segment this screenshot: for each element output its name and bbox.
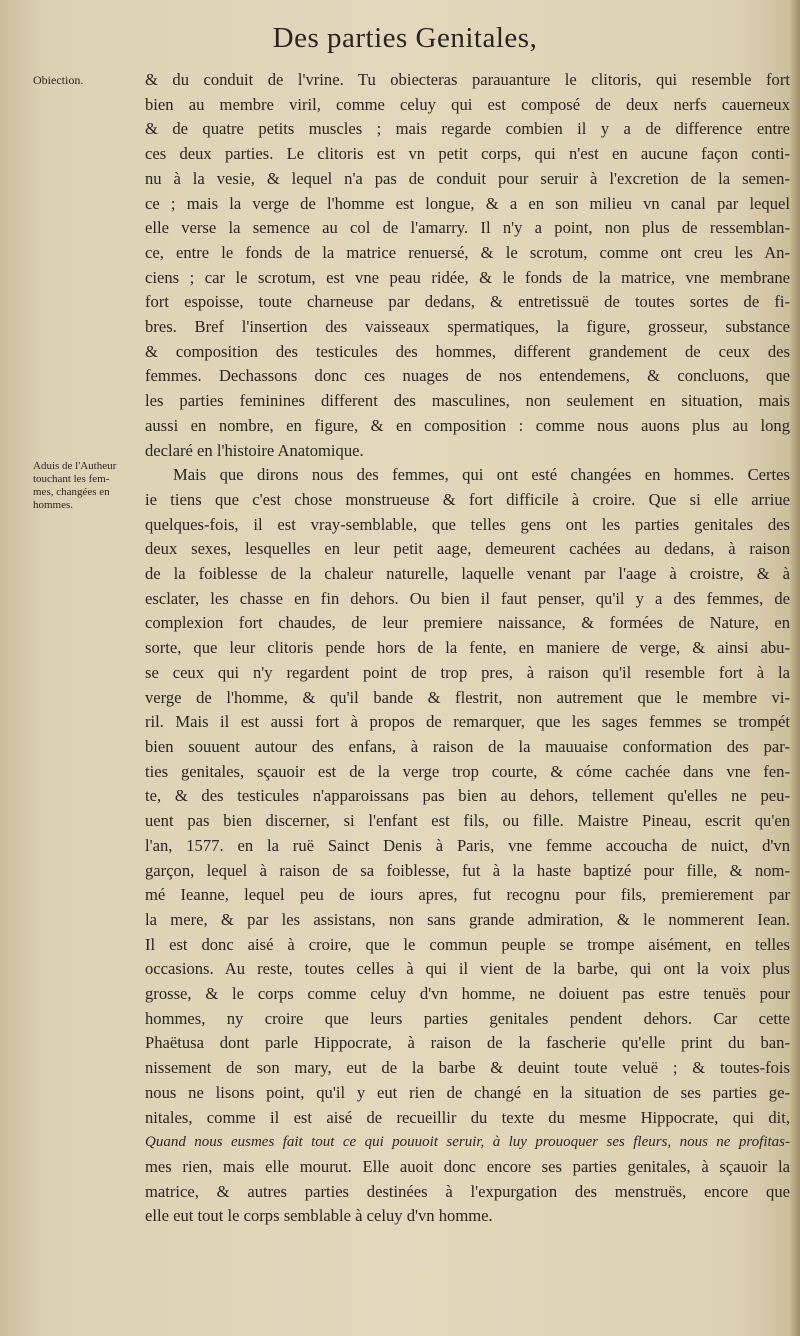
text-line: nu à la vesie, & lequel n'a pas de conduit pour seruir à l'excretion de la semen- bbox=[145, 168, 790, 188]
text-line: Il est donc aisé à croire, que le commun peuple se trompe aisément, en telles bbox=[145, 934, 790, 954]
text-line: l'an, 1577. en la ruë Sainct Denis à Paris, vne femme accoucha de nuict, d'vn bbox=[145, 835, 790, 855]
text-line: Quand nous eusmes fait tout ce qui pouuoit seruir, à luy prouoquer ses fleurs, nous ne profitas- bbox=[145, 1134, 790, 1151]
text-line: mé Ieanne, lequel peu de iours apres, fut recognu pour fils, premierement par bbox=[145, 885, 790, 905]
text-line: nissement de son mary, eut de la barbe & deuint toute veluë ; & toutes-fois bbox=[145, 1058, 790, 1078]
text-line: Mais que dirons nous des femmes, qui ont esté changées en hommes. Certes bbox=[173, 465, 790, 485]
text-line: mes rien, mais elle mourut. Elle auoit donc encore ses parties genitales, à sçauoir la bbox=[145, 1156, 790, 1176]
text-line: bres. Bref l'insertion des vaisseaux spermatiques, la figure, grosseur, substance bbox=[145, 317, 790, 337]
text-line: ce, entre le fonds de la matrice renuersé, & le scrotum, comme ont creu les An- bbox=[145, 242, 790, 262]
text-line: deux sexes, lesquelles en leur petit aage, demeurent cachées au dedans, à raison bbox=[145, 539, 790, 559]
margin-note-line: hommes. bbox=[33, 499, 74, 511]
margin-note-line: Aduis de l'Autheur bbox=[33, 460, 117, 472]
text-line: occasions. Au reste, toutes celles à qui il vient de la barbe, qui ont la voix plus bbox=[145, 959, 790, 979]
text-line: Phaëtusa dont parle Hippocrate, à raison de la fascherie qu'elle print du ban- bbox=[145, 1033, 790, 1053]
text-line: matrice, & autres parties destinées à l'expurgation des menstruës, encore que bbox=[145, 1181, 790, 1201]
text-line: elle verse la semence au col de l'amarry. Il n'y a point, non plus de ressemblan- bbox=[145, 218, 790, 238]
paragraph-1 bbox=[145, 68, 790, 463]
margin-note-objection: Obiection. bbox=[33, 73, 84, 87]
margin-note-advice bbox=[33, 460, 139, 512]
text-line: nous ne lisons point, qu'il y eut rien de changé en la situation de ses parties ge- bbox=[145, 1082, 790, 1102]
text-line: les parties feminines different des masculines, non seulement en situation, mais bbox=[145, 391, 790, 411]
text-line: ie tiens que c'est chose monstrueuse & fort difficile à croire. Que si elle arriue bbox=[145, 489, 790, 509]
text-line: de la foiblesse de la chaleur naturelle, laquelle venant par l'aage à croistre, & à bbox=[145, 564, 790, 584]
margin-note-line: mes, changées en bbox=[33, 486, 110, 498]
text-line: quelques-fois, il est vray-semblable, que telles gens ont les parties genitales des bbox=[145, 514, 790, 534]
text-line: esclater, les chasse en fin dehors. Ou bien il faut penser, qu'il y a des femmes, de bbox=[145, 588, 790, 608]
page-edge bbox=[790, 0, 800, 1336]
text-line: te, & des testicules n'apparoissans pas bien au dehors, tellement qu'elles ne peu- bbox=[145, 786, 790, 806]
running-head: Des parties Genitales, bbox=[272, 22, 538, 54]
text-line: bien souuent autour des enfans, à raison de la mauuaise conformation des par- bbox=[145, 736, 790, 756]
text-line: garçon, lequel à raison de sa foiblesse, fut à la haste baptizé pour fille, & nom- bbox=[145, 860, 790, 880]
text-line: hommes, ny croire que leurs parties genitales pendent dehors. Car cette bbox=[145, 1008, 790, 1028]
text-line: ce ; mais la verge de l'homme est longue, & a en son milieu vn canal par lequel bbox=[145, 193, 790, 213]
text-line: & composition des testicules des hommes, different grandement de ceux des bbox=[145, 341, 790, 361]
text-line: bien au membre viril, comme celuy qui est composé de deux nerfs cauerneux bbox=[145, 94, 790, 114]
text-line: & de quatre petits muscles ; mais regarde combien il y a de difference entre bbox=[145, 119, 790, 139]
text-line: ces deux parties. Le clitoris est vn petit corps, qui n'est en aucune façon conti- bbox=[145, 144, 790, 164]
text-line: fort espoisse, toute charneuse par dedans, & entretissuë de toutes sortes de fi- bbox=[145, 292, 790, 312]
text-line: se ceux qui n'y regardent point de trop pres, à raison qu'il resemble fort à la bbox=[145, 662, 790, 682]
text-line: declaré en l'histoire Anatomique. bbox=[145, 440, 364, 460]
text-line: elle eut tout le corps semblable à celuy d'vn homme. bbox=[145, 1206, 493, 1226]
body-text bbox=[145, 68, 790, 1229]
text-line: verge de l'homme, & qu'il bande & flestrit, non autrement que le membre vi- bbox=[145, 687, 790, 707]
text-line: ties genitales, sçauoir est de la verge trop courte, & cóme cachée dans vne fen- bbox=[145, 761, 790, 781]
text-line: grosse, & le corps comme celuy d'vn homme, ne doiuent pas estre tenuës pour bbox=[145, 984, 790, 1004]
text-line: uent pas bien discerner, si l'enfant est fils, ou fille. Maistre Pineau, escrit qu'en bbox=[145, 811, 790, 831]
paragraph-2 bbox=[145, 463, 790, 1229]
text-line: la mere, & par les assistans, non sans grande admiration, & le nommerent Iean. bbox=[145, 909, 790, 929]
text-line: ciens ; car le scrotum, est vne peau ridée, & le fonds de la matrice, vne membrane bbox=[145, 267, 790, 287]
text-line: nitales, comme il est aisé de recueillir du texte du mesme Hippocrate, qui dit, bbox=[145, 1107, 790, 1127]
text-line: & du conduit de l'vrine. Tu obiecteras parauanture le clitoris, qui resemble fort bbox=[145, 70, 790, 89]
text-line: femmes. Dechassons donc ces nuages de nos entendemens, & concluons, que bbox=[145, 366, 790, 386]
text-line: sorte, que leur clitoris pende hors de la fente, en maniere de verge, & ainsi abu- bbox=[145, 638, 790, 658]
text-line: aussi en nombre, en figure, & en composition : comme nous auons plus au long bbox=[145, 415, 790, 435]
margin-note-line: touchant les fem- bbox=[33, 473, 110, 485]
text-line: complexion fort chaudes, de leur premiere naissance, & formées de Nature, en bbox=[145, 613, 790, 633]
text-line: ril. Mais il est aussi fort à propos de remarquer, que les sages femmes se trompét bbox=[145, 712, 790, 732]
